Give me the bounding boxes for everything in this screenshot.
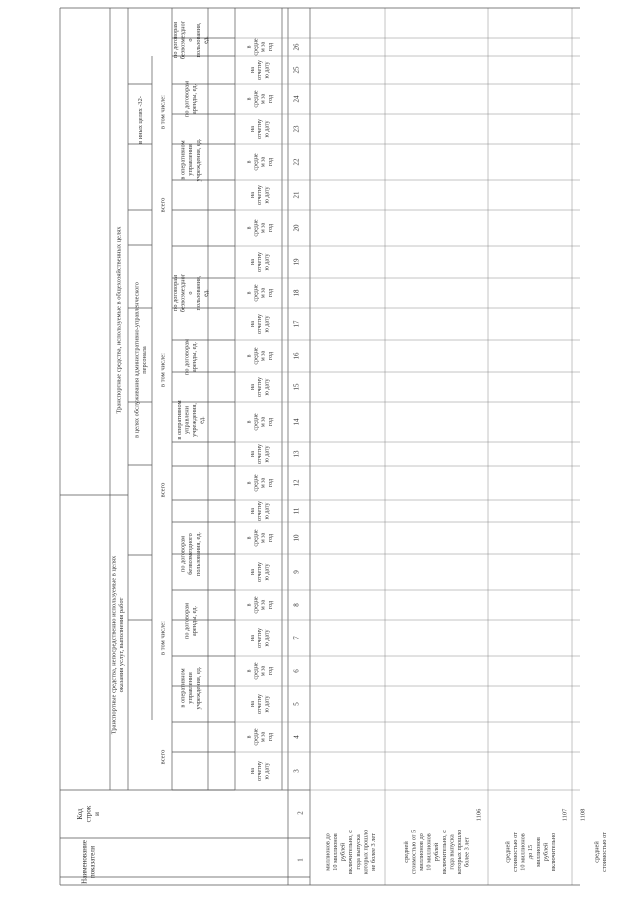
column-number [292, 735, 300, 739]
avg-year-header-line: м за [260, 156, 267, 168]
free-use-header-line: по договорам [172, 274, 180, 312]
on-date-header-line: отчетну [257, 376, 264, 398]
operational-header-line: управлени [183, 405, 191, 435]
avg-year-header-line: в [246, 45, 253, 49]
avg-year-header-line: м за [260, 41, 267, 53]
group1-header-line: оказания услуг, выполнения работ [118, 597, 126, 693]
on-date-header-line: ю дату [264, 629, 271, 647]
column-number [292, 258, 300, 266]
group2a-header-line: персонала [140, 346, 148, 374]
avg-year-header [246, 474, 274, 492]
avg-year-header-line: год [267, 351, 274, 361]
on-date-header [250, 501, 270, 521]
free-use-header-line: безвозмездного [187, 533, 195, 575]
column-number [292, 603, 300, 607]
row-name [325, 830, 377, 875]
avg-year-header [246, 413, 274, 431]
avg-year-header-line: м за [260, 532, 267, 544]
avg-year-header-line: м за [260, 731, 267, 743]
row-code-line: 1108 [579, 808, 587, 822]
avg-year-header-line: в [246, 669, 253, 673]
column-number-line: 15 [292, 383, 301, 391]
row-code [579, 809, 586, 822]
row-name-line: средней [593, 841, 601, 863]
avg-year-header-line: год [267, 417, 274, 427]
including-header [159, 353, 166, 387]
including-header-line: в том числе: [159, 353, 167, 387]
free-use-header [180, 532, 202, 576]
avg-year-header-line: м за [260, 665, 267, 677]
column-number [292, 43, 300, 51]
column-number-line: 9 [292, 570, 301, 574]
row-name-line: которых прошло [362, 829, 370, 875]
avg-year-header-line: средне [253, 153, 260, 171]
lease-header-line: аренды, ед. [190, 83, 198, 115]
on-date-header [250, 444, 270, 464]
avg-year-header-line: в [246, 735, 253, 739]
name-column-header-line: Наименование [80, 840, 89, 884]
avg-year-header-line: год [267, 94, 274, 104]
total-header [159, 750, 166, 765]
column-number [292, 450, 300, 458]
group2a-header-line: в целях обслуживания административно-управленческого [133, 282, 141, 438]
row-name-line: года выпуска [354, 834, 362, 870]
on-date-header-line: отчетну [257, 500, 264, 522]
column-number-line: 10 [292, 534, 301, 542]
avg-year-header [246, 662, 274, 680]
on-date-header [250, 252, 270, 272]
on-date-header-line: отчетну [257, 627, 264, 649]
row-name-line: миллионов до [418, 833, 426, 871]
column-number-line: 7 [292, 636, 301, 640]
avg-year-header-line: в [246, 536, 253, 540]
on-date-header-line: на [249, 635, 256, 641]
row-code-line: 1107 [561, 808, 569, 822]
avg-year-header [246, 219, 274, 237]
avg-year-header-line: в [246, 481, 253, 485]
on-date-header-line: на [249, 701, 256, 707]
row-name-line: стоимостью от [600, 832, 608, 872]
on-date-header-line: на [249, 508, 256, 514]
on-date-header-line: отчетну [257, 184, 264, 206]
code-column-header-line: и [92, 812, 101, 816]
avg-year-header-line: м за [260, 599, 267, 611]
name-column-header-line: показателя [88, 845, 97, 879]
avg-year-header-line: средне [253, 413, 260, 431]
free-use-header-line: по договорам [179, 535, 187, 573]
avg-year-header [246, 596, 274, 614]
column-number-line: 24 [292, 95, 301, 103]
row-name-line: включительно, с [347, 829, 355, 875]
on-date-header [250, 185, 270, 205]
free-use-header [172, 20, 209, 59]
operational-header-line: учреждения, ед. [194, 666, 202, 710]
column-number [292, 769, 300, 773]
operational-header-line: в оперативном [179, 140, 187, 180]
column-number [292, 418, 300, 426]
on-date-header-line: отчетну [257, 59, 264, 81]
column-number [292, 534, 300, 542]
row-name-line: миллионов до [324, 833, 332, 871]
column-number-line: 3 [292, 769, 301, 773]
free-use-header-line: о [187, 38, 195, 42]
column-number [292, 224, 300, 232]
column-number [292, 95, 300, 103]
avg-year-header [246, 728, 274, 746]
total-header-line: всего [159, 749, 167, 765]
on-date-header-line: ю дату [264, 502, 271, 520]
row-name-line: стоимостью от [512, 832, 520, 872]
on-date-header-line: на [249, 768, 256, 774]
free-use-header-line: ед. [202, 36, 210, 44]
lease-header-line: по договорам [183, 602, 191, 640]
column-number-line: 17 [292, 320, 301, 328]
row-name [593, 832, 608, 872]
on-date-header-line: отчетну [257, 313, 264, 335]
operational-header-line: управлении [187, 672, 195, 704]
column-number [292, 669, 300, 673]
on-date-header-line: ю дату [264, 695, 271, 713]
avg-year-header-line: м за [260, 416, 267, 428]
lease-header [183, 603, 198, 639]
column-number-line: 14 [292, 418, 301, 426]
on-date-header-line: на [249, 67, 256, 73]
lease-header-line: аренды, ед. [190, 341, 198, 373]
row-name [403, 830, 470, 875]
column-number-line: 23 [292, 125, 301, 133]
avg-year-header [246, 529, 274, 547]
free-use-header-line: пользования, [194, 275, 202, 311]
column-number [292, 320, 300, 328]
avg-year-header [246, 38, 274, 56]
code-column-header [76, 805, 101, 822]
on-date-header [250, 628, 270, 648]
column-number [292, 479, 300, 487]
row-name-line: рублей [433, 842, 441, 862]
on-date-header-line: ю дату [264, 61, 271, 79]
row-name-line: стоимостью от 5 [410, 829, 418, 875]
row-name-line: до 15 [527, 844, 535, 860]
column-number [292, 289, 300, 297]
row-name-line: средней [402, 841, 410, 863]
avg-year-header-line: средне [253, 219, 260, 237]
row-name-line: более 3 лет [463, 837, 471, 867]
operational-header-line: управлении [187, 144, 195, 176]
free-use-header-line: ед. [202, 289, 210, 297]
lease-header-line: аренды, ед. [190, 605, 198, 637]
avg-year-header-line: в [246, 291, 253, 295]
column-number-line: 21 [292, 191, 301, 199]
row-name-line: включительно, с [440, 829, 448, 875]
avg-year-header-line: год [267, 42, 274, 52]
free-use-header-line: безвозмездног [179, 20, 187, 60]
column-number-line: 13 [292, 450, 301, 458]
column-number-line: 26 [292, 43, 301, 51]
name-column-header [80, 840, 96, 884]
avg-year-header-line: в [246, 420, 253, 424]
avg-year-header-line: средне [253, 90, 260, 108]
column-number [292, 191, 300, 199]
column-number-line: 12 [292, 479, 301, 487]
avg-year-header-line: в [246, 603, 253, 607]
on-date-header-line: ю дату [264, 186, 271, 204]
column-number [292, 570, 300, 574]
avg-year-header-line: средне [253, 596, 260, 614]
free-use-header-line: пользования, ед. [194, 531, 202, 577]
column-number-line: 20 [292, 224, 301, 232]
column-number-line: 19 [292, 258, 301, 266]
operational-header-line: ед. [198, 416, 206, 424]
operational-header-line: в оперативном [179, 668, 187, 708]
column-number [292, 507, 300, 514]
column-number-line: 1 [296, 858, 305, 862]
column-number [292, 352, 300, 360]
on-date-header-line: на [249, 569, 256, 575]
avg-year-header-line: м за [260, 350, 267, 362]
row-name-line: миллионов [534, 837, 542, 867]
avg-year-header-line: год [267, 288, 274, 298]
including-header-line: в том числе: [159, 95, 167, 129]
on-date-header-line: на [249, 192, 256, 198]
column-number-line: 8 [292, 603, 301, 607]
avg-year-header-line: год [267, 533, 274, 543]
column-number [296, 811, 304, 815]
avg-year-header-line: год [267, 478, 274, 488]
operational-header-line: в оперативном [175, 400, 183, 440]
row-name-line: не более 3 лет [369, 833, 377, 871]
avg-year-header-line: м за [260, 287, 267, 299]
on-date-header-line: отчетну [257, 251, 264, 273]
on-date-header [250, 314, 270, 334]
column-number-line: 4 [292, 735, 301, 739]
on-date-header [250, 60, 270, 80]
on-date-header-line: ю дату [264, 253, 271, 271]
column-number [292, 702, 300, 706]
on-date-header-line: ю дату [264, 563, 271, 581]
on-date-header-line: отчетну [257, 561, 264, 583]
lease-header [183, 339, 198, 375]
group1-header [110, 555, 125, 734]
group2a-header [133, 282, 148, 438]
on-date-header [250, 119, 270, 139]
including-header-line: в том числе: [159, 621, 167, 655]
avg-year-header [246, 153, 274, 171]
column-number [292, 66, 300, 74]
column-number-line: 25 [292, 66, 301, 74]
lease-header [183, 81, 198, 117]
row-name-line: года выпуска [448, 834, 456, 870]
free-use-header-line: о [187, 291, 195, 295]
on-date-header-line: ю дату [264, 445, 271, 463]
on-date-header-line: на [249, 384, 256, 390]
column-number [292, 158, 300, 166]
avg-year-header-line: м за [260, 222, 267, 234]
free-use-header [172, 273, 209, 312]
on-date-header [250, 761, 270, 781]
on-date-header-line: ю дату [264, 120, 271, 138]
operational-header [176, 400, 206, 439]
row-name-line: рублей [339, 842, 347, 862]
column-number-line: 5 [292, 702, 301, 706]
operational-header [180, 138, 202, 181]
row-name-line: рублей [542, 842, 550, 862]
row-name [505, 832, 557, 872]
total-header [159, 483, 166, 498]
total-header-line: всего [159, 197, 167, 213]
avg-year-header-line: м за [260, 93, 267, 105]
code-column-header-line: строк [84, 805, 93, 823]
on-date-header-line: на [249, 126, 256, 132]
avg-year-header [246, 90, 274, 108]
row-name-line: которых прошло [455, 829, 463, 875]
avg-year-header-line: м за [260, 477, 267, 489]
row-name-line: 10 миллионов [332, 833, 340, 871]
row-name-line: включительно [549, 832, 557, 872]
group2-header [115, 226, 122, 414]
avg-year-header-line: средне [253, 284, 260, 302]
avg-year-header-line: год [267, 732, 274, 742]
free-use-header-line: безвозмездног [179, 273, 187, 313]
column-number [292, 125, 300, 133]
avg-year-header-line: год [267, 157, 274, 167]
avg-year-header-line: средне [253, 474, 260, 492]
avg-year-header-line: средне [253, 662, 260, 680]
lease-header-line: по договорам [183, 80, 191, 118]
avg-year-header-line: средне [253, 529, 260, 547]
row-code [561, 808, 568, 822]
avg-year-header-line: средне [253, 347, 260, 365]
row-name-line: средней [504, 841, 512, 863]
on-date-header [250, 377, 270, 397]
group2b-header [137, 96, 144, 144]
avg-year-header-line: год [267, 223, 274, 233]
on-date-header-line: ю дату [264, 315, 271, 333]
row-code-line: 1106 [475, 808, 483, 822]
group1-header-line: Транспортные средства, непосредственно используемые в целях [110, 555, 118, 735]
on-date-header-line: ю дату [264, 762, 271, 780]
column-number-line: 18 [292, 289, 301, 297]
column-number-line: 6 [292, 669, 301, 673]
free-use-header-line: по договорам [172, 21, 180, 59]
avg-year-header-line: в [246, 226, 253, 230]
on-date-header-line: на [249, 451, 256, 457]
column-number-line: 16 [292, 352, 301, 360]
on-date-header-line: отчетну [257, 693, 264, 715]
column-number [296, 858, 304, 862]
group2-header-line: Транспортные средства, используемые в общехозяйственных целях [115, 226, 123, 414]
on-date-header [250, 694, 270, 714]
on-date-header-line: на [249, 259, 256, 265]
free-use-header-line: пользования, [194, 22, 202, 58]
on-date-header-line: ю дату [264, 378, 271, 396]
on-date-header-line: отчетну [257, 118, 264, 140]
column-number-line: 11 [292, 507, 301, 515]
row-name-line: 10 миллионов [425, 833, 433, 871]
code-column-header-line: Код [76, 808, 85, 820]
total-header-line: всего [159, 482, 167, 498]
operational-header-line: учреждения, ед. [194, 138, 202, 182]
avg-year-header [246, 284, 274, 302]
avg-year-header-line: год [267, 666, 274, 676]
avg-year-header-line: в [246, 160, 253, 164]
avg-year-header-line: год [267, 600, 274, 610]
lease-header-line: по договорам [183, 338, 191, 376]
including-header [159, 621, 166, 655]
row-name-line: 10 миллионов [519, 833, 527, 871]
avg-year-header [246, 347, 274, 365]
including-header [159, 95, 166, 129]
on-date-header [250, 562, 270, 582]
column-number [292, 636, 300, 640]
total-header [159, 198, 166, 213]
on-date-header-line: отчетну [257, 760, 264, 782]
column-number-line: 2 [296, 811, 305, 815]
avg-year-header-line: средне [253, 728, 260, 746]
group2b-header-line: в иных целях -32- [137, 96, 145, 144]
row-code [475, 808, 482, 822]
avg-year-header-line: средне [253, 38, 260, 56]
operational-header [180, 666, 202, 709]
avg-year-header-line: в [246, 97, 253, 101]
operational-header-line: учреждения, [190, 403, 198, 437]
on-date-header-line: отчетну [257, 443, 264, 465]
avg-year-header-line: в [246, 354, 253, 358]
column-number [292, 383, 300, 391]
on-date-header-line: на [249, 321, 256, 327]
column-number-line: 22 [292, 158, 301, 166]
